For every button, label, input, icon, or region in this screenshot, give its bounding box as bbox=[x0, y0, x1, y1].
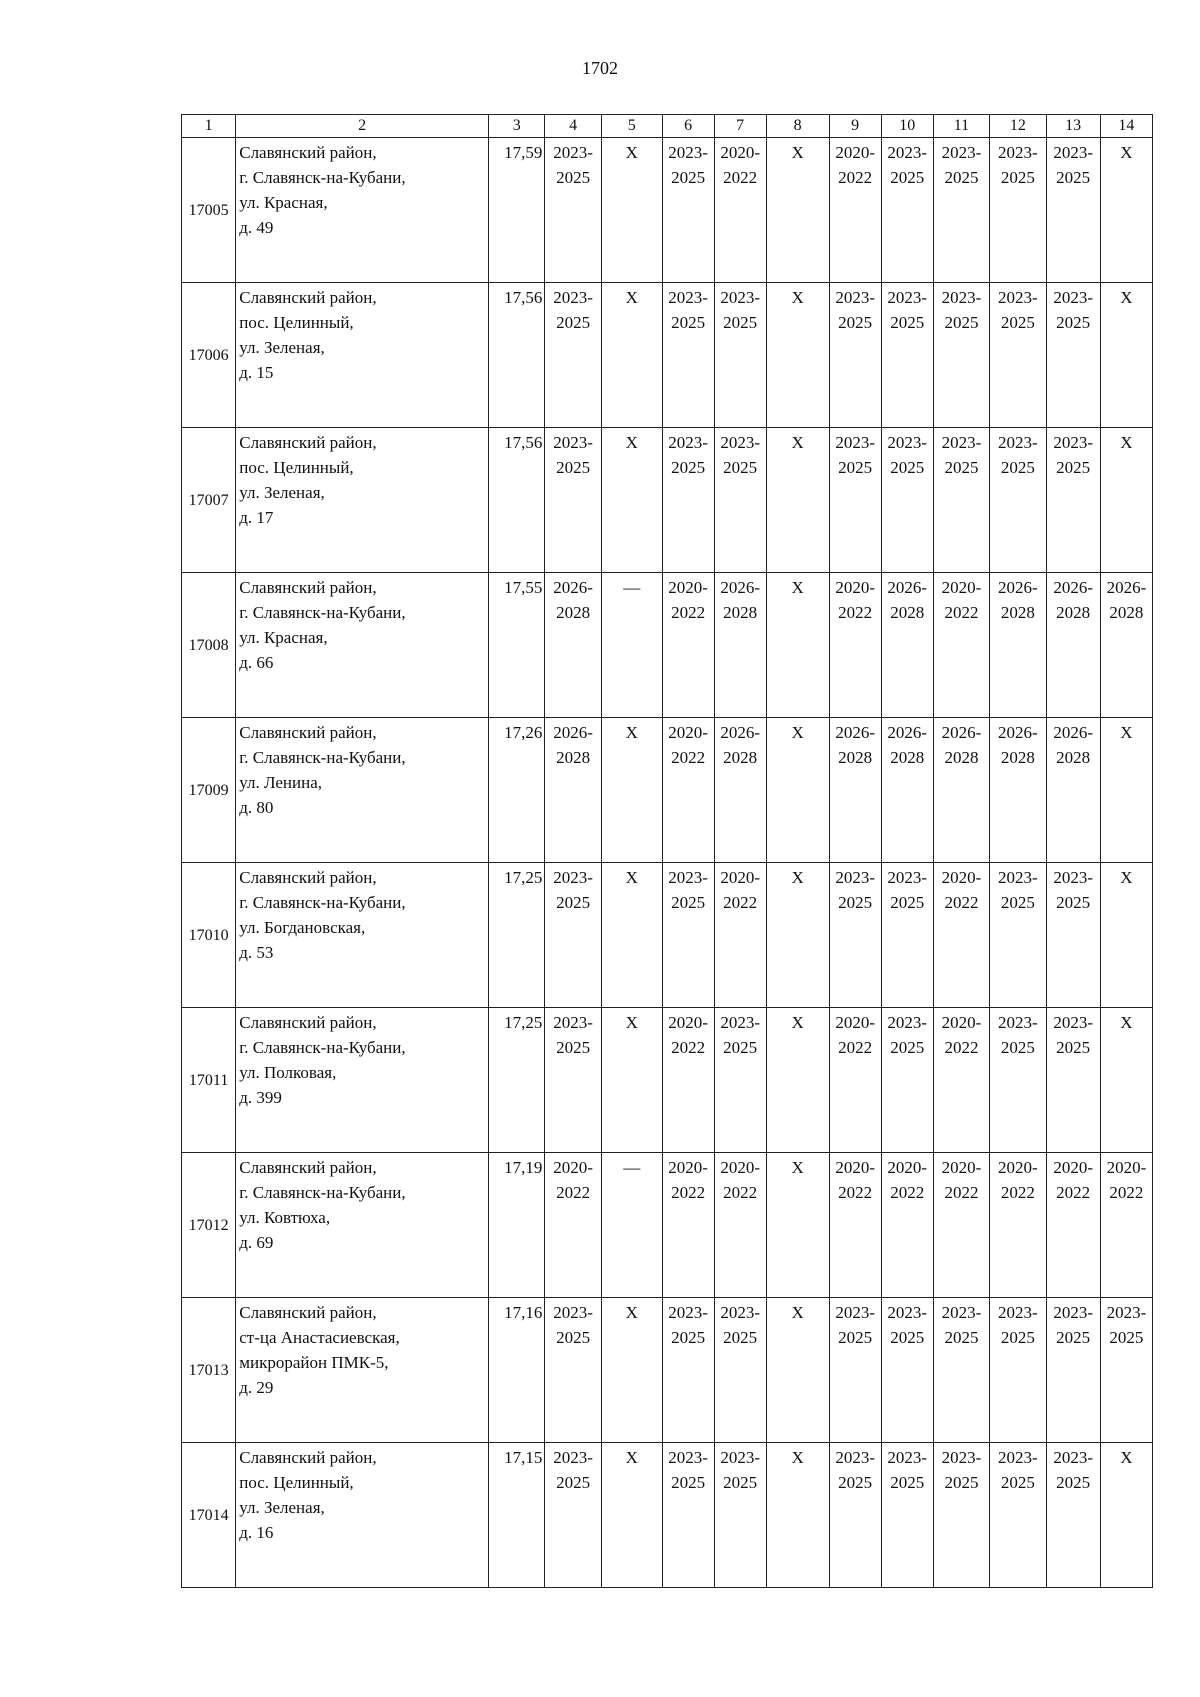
row-cell-col-13: 2023- 2025 bbox=[1046, 1008, 1100, 1153]
row-cell-col-6: 2023- 2025 bbox=[662, 428, 714, 573]
row-cell-col-13: 2026- 2028 bbox=[1046, 573, 1100, 718]
table-row bbox=[182, 1153, 1153, 1298]
row-cell-col-4: 2023- 2025 bbox=[545, 1008, 601, 1153]
row-value: 17,56 bbox=[489, 428, 545, 573]
table-row bbox=[182, 138, 1153, 283]
row-cell-col-11: 2020- 2022 bbox=[933, 863, 989, 1008]
row-cell-col-12: 2023- 2025 bbox=[990, 863, 1046, 1008]
row-cell-col-7: 2023- 2025 bbox=[714, 283, 766, 428]
column-header-11: 11 bbox=[933, 115, 989, 138]
row-cell-col-7: 2026- 2028 bbox=[714, 718, 766, 863]
table-row bbox=[182, 428, 1153, 573]
row-id: 17013 bbox=[182, 1298, 236, 1443]
row-cell-col-14: X bbox=[1100, 138, 1152, 283]
row-cell-col-7: 2023- 2025 bbox=[714, 428, 766, 573]
row-cell-col-10: 2020- 2022 bbox=[881, 1153, 933, 1298]
row-cell-col-6: 2020- 2022 bbox=[662, 1153, 714, 1298]
row-cell-col-11: 2023- 2025 bbox=[933, 428, 989, 573]
row-cell-col-11: 2020- 2022 bbox=[933, 1153, 989, 1298]
row-cell-col-7: 2020- 2022 bbox=[714, 1153, 766, 1298]
row-id: 17007 bbox=[182, 428, 236, 573]
row-value: 17,55 bbox=[489, 573, 545, 718]
row-id: 17006 bbox=[182, 283, 236, 428]
row-cell-col-12: 2023- 2025 bbox=[990, 1298, 1046, 1443]
row-cell-col-13: 2023- 2025 bbox=[1046, 1298, 1100, 1443]
row-value: 17,25 bbox=[489, 1008, 545, 1153]
column-header-row bbox=[182, 115, 1153, 138]
column-header-2: 2 bbox=[236, 115, 489, 138]
row-cell-col-11: 2026- 2028 bbox=[933, 718, 989, 863]
row-cell-col-13: 2023- 2025 bbox=[1046, 863, 1100, 1008]
row-cell-col-8: X bbox=[766, 573, 829, 718]
row-cell-col-10: 2023- 2025 bbox=[881, 283, 933, 428]
row-cell-col-6: 2023- 2025 bbox=[662, 1298, 714, 1443]
row-cell-col-9: 2020- 2022 bbox=[829, 573, 881, 718]
row-cell-col-8: X bbox=[766, 1443, 829, 1588]
row-value: 17,56 bbox=[489, 283, 545, 428]
row-cell-col-8: X bbox=[766, 1153, 829, 1298]
row-cell-col-13: 2026- 2028 bbox=[1046, 718, 1100, 863]
row-address: Славянский район, пос. Целинный, ул. Зеленая, д. 15 bbox=[236, 283, 489, 428]
row-cell-col-8: X bbox=[766, 1298, 829, 1443]
row-value: 17,15 bbox=[489, 1443, 545, 1588]
row-cell-col-5: X bbox=[601, 1443, 662, 1588]
row-cell-col-4: 2023- 2025 bbox=[545, 138, 601, 283]
row-cell-col-8: X bbox=[766, 718, 829, 863]
row-value: 17,26 bbox=[489, 718, 545, 863]
row-address: Славянский район, г. Славянск-на-Кубани, ул. Полковая, д. 399 bbox=[236, 1008, 489, 1153]
row-cell-col-10: 2023- 2025 bbox=[881, 1008, 933, 1153]
row-cell-col-4: 2023- 2025 bbox=[545, 863, 601, 1008]
row-cell-col-10: 2023- 2025 bbox=[881, 1298, 933, 1443]
row-cell-col-14: X bbox=[1100, 863, 1152, 1008]
row-cell-col-10: 2023- 2025 bbox=[881, 1443, 933, 1588]
row-cell-col-5: — bbox=[601, 573, 662, 718]
row-cell-col-5: X bbox=[601, 283, 662, 428]
row-cell-col-12: 2023- 2025 bbox=[990, 1443, 1046, 1588]
row-cell-col-4: 2023- 2025 bbox=[545, 283, 601, 428]
row-address: Славянский район, г. Славянск-на-Кубани, ул. Богдановская, д. 53 bbox=[236, 863, 489, 1008]
row-cell-col-11: 2023- 2025 bbox=[933, 1298, 989, 1443]
row-cell-col-9: 2023- 2025 bbox=[829, 428, 881, 573]
row-cell-col-12: 2023- 2025 bbox=[990, 428, 1046, 573]
table-row bbox=[182, 718, 1153, 863]
row-cell-col-4: 2026- 2028 bbox=[545, 573, 601, 718]
row-cell-col-11: 2020- 2022 bbox=[933, 573, 989, 718]
row-cell-col-6: 2020- 2022 bbox=[662, 573, 714, 718]
row-cell-col-14: X bbox=[1100, 1443, 1152, 1588]
row-cell-col-7: 2023- 2025 bbox=[714, 1298, 766, 1443]
row-cell-col-7: 2023- 2025 bbox=[714, 1008, 766, 1153]
column-header-8: 8 bbox=[766, 115, 829, 138]
row-cell-col-5: — bbox=[601, 1153, 662, 1298]
column-header-10: 10 bbox=[881, 115, 933, 138]
row-address: Славянский район, г. Славянск-на-Кубани, ул. Красная, д. 66 bbox=[236, 573, 489, 718]
column-header-13: 13 bbox=[1046, 115, 1100, 138]
row-cell-col-4: 2023- 2025 bbox=[545, 1298, 601, 1443]
row-cell-col-4: 2020- 2022 bbox=[545, 1153, 601, 1298]
row-id: 17009 bbox=[182, 718, 236, 863]
row-cell-col-9: 2020- 2022 bbox=[829, 1153, 881, 1298]
row-cell-col-11: 2023- 2025 bbox=[933, 283, 989, 428]
row-cell-col-9: 2020- 2022 bbox=[829, 138, 881, 283]
row-cell-col-13: 2020- 2022 bbox=[1046, 1153, 1100, 1298]
row-cell-col-6: 2020- 2022 bbox=[662, 1008, 714, 1153]
row-cell-col-4: 2023- 2025 bbox=[545, 1443, 601, 1588]
row-cell-col-10: 2023- 2025 bbox=[881, 428, 933, 573]
row-address: Славянский район, пос. Целинный, ул. Зеленая, д. 16 bbox=[236, 1443, 489, 1588]
row-cell-col-12: 2026- 2028 bbox=[990, 573, 1046, 718]
row-cell-col-8: X bbox=[766, 863, 829, 1008]
column-header-4: 4 bbox=[545, 115, 601, 138]
row-cell-col-14: 2026- 2028 bbox=[1100, 573, 1152, 718]
row-cell-col-10: 2023- 2025 bbox=[881, 138, 933, 283]
row-cell-col-9: 2023- 2025 bbox=[829, 1443, 881, 1588]
table-row bbox=[182, 863, 1153, 1008]
row-id: 17008 bbox=[182, 573, 236, 718]
column-header-5: 5 bbox=[601, 115, 662, 138]
row-cell-col-10: 2026- 2028 bbox=[881, 573, 933, 718]
row-cell-col-9: 2023- 2025 bbox=[829, 1298, 881, 1443]
row-cell-col-9: 2023- 2025 bbox=[829, 863, 881, 1008]
row-cell-col-14: X bbox=[1100, 1008, 1152, 1153]
row-cell-col-5: X bbox=[601, 1298, 662, 1443]
row-cell-col-6: 2020- 2022 bbox=[662, 718, 714, 863]
row-cell-col-6: 2023- 2025 bbox=[662, 863, 714, 1008]
column-header-12: 12 bbox=[990, 115, 1046, 138]
row-cell-col-12: 2023- 2025 bbox=[990, 1008, 1046, 1153]
row-id: 17012 bbox=[182, 1153, 236, 1298]
table-row bbox=[182, 283, 1153, 428]
column-header-9: 9 bbox=[829, 115, 881, 138]
row-cell-col-4: 2023- 2025 bbox=[545, 428, 601, 573]
row-cell-col-5: X bbox=[601, 863, 662, 1008]
row-cell-col-8: X bbox=[766, 283, 829, 428]
row-cell-col-7: 2020- 2022 bbox=[714, 138, 766, 283]
row-cell-col-14: X bbox=[1100, 718, 1152, 863]
row-cell-col-9: 2026- 2028 bbox=[829, 718, 881, 863]
table-row bbox=[182, 573, 1153, 718]
row-cell-col-8: X bbox=[766, 428, 829, 573]
row-address: Славянский район, г. Славянск-на-Кубани, ул. Ковтюха, д. 69 bbox=[236, 1153, 489, 1298]
table-body bbox=[182, 138, 1153, 1588]
table-row bbox=[182, 1298, 1153, 1443]
column-header-1: 1 bbox=[182, 115, 236, 138]
row-cell-col-12: 2023- 2025 bbox=[990, 138, 1046, 283]
row-value: 17,25 bbox=[489, 863, 545, 1008]
row-cell-col-12: 2023- 2025 bbox=[990, 283, 1046, 428]
row-value: 17,19 bbox=[489, 1153, 545, 1298]
schedule-table bbox=[181, 114, 1153, 1588]
row-cell-col-5: X bbox=[601, 718, 662, 863]
row-cell-col-5: X bbox=[601, 428, 662, 573]
row-value: 17,59 bbox=[489, 138, 545, 283]
row-address: Славянский район, ст-ца Анастасиевская, микрорайон ПМК-5, д. 29 bbox=[236, 1298, 489, 1443]
row-cell-col-13: 2023- 2025 bbox=[1046, 138, 1100, 283]
row-cell-col-13: 2023- 2025 bbox=[1046, 283, 1100, 428]
row-id: 17014 bbox=[182, 1443, 236, 1588]
table-row bbox=[182, 1008, 1153, 1153]
row-cell-col-13: 2023- 2025 bbox=[1046, 428, 1100, 573]
page-number: 1702 bbox=[582, 58, 618, 78]
row-cell-col-13: 2023- 2025 bbox=[1046, 1443, 1100, 1588]
row-cell-col-4: 2026- 2028 bbox=[545, 718, 601, 863]
column-header-7: 7 bbox=[714, 115, 766, 138]
row-cell-col-12: 2020- 2022 bbox=[990, 1153, 1046, 1298]
row-value: 17,16 bbox=[489, 1298, 545, 1443]
row-cell-col-14: X bbox=[1100, 283, 1152, 428]
row-cell-col-8: X bbox=[766, 1008, 829, 1153]
table-row bbox=[182, 1443, 1153, 1588]
row-cell-col-7: 2023- 2025 bbox=[714, 1443, 766, 1588]
column-header-6: 6 bbox=[662, 115, 714, 138]
row-cell-col-14: 2023- 2025 bbox=[1100, 1298, 1152, 1443]
row-cell-col-6: 2023- 2025 bbox=[662, 1443, 714, 1588]
column-header-3: 3 bbox=[489, 115, 545, 138]
row-cell-col-12: 2026- 2028 bbox=[990, 718, 1046, 863]
row-id: 17010 bbox=[182, 863, 236, 1008]
row-cell-col-9: 2020- 2022 bbox=[829, 1008, 881, 1153]
row-id: 17005 bbox=[182, 138, 236, 283]
row-cell-col-9: 2023- 2025 bbox=[829, 283, 881, 428]
column-header-14: 14 bbox=[1100, 115, 1152, 138]
row-cell-col-11: 2023- 2025 bbox=[933, 138, 989, 283]
row-address: Славянский район, г. Славянск-на-Кубани, ул. Красная, д. 49 bbox=[236, 138, 489, 283]
row-address: Славянский район, пос. Целинный, ул. Зеленая, д. 17 bbox=[236, 428, 489, 573]
row-cell-col-11: 2020- 2022 bbox=[933, 1008, 989, 1153]
row-cell-col-10: 2023- 2025 bbox=[881, 863, 933, 1008]
row-cell-col-6: 2023- 2025 bbox=[662, 138, 714, 283]
row-cell-col-14: X bbox=[1100, 428, 1152, 573]
row-cell-col-5: X bbox=[601, 1008, 662, 1153]
row-cell-col-7: 2026- 2028 bbox=[714, 573, 766, 718]
row-cell-col-14: 2020- 2022 bbox=[1100, 1153, 1152, 1298]
row-address: Славянский район, г. Славянск-на-Кубани, ул. Ленина, д. 80 bbox=[236, 718, 489, 863]
row-cell-col-10: 2026- 2028 bbox=[881, 718, 933, 863]
row-cell-col-6: 2023- 2025 bbox=[662, 283, 714, 428]
row-cell-col-11: 2023- 2025 bbox=[933, 1443, 989, 1588]
row-cell-col-7: 2020- 2022 bbox=[714, 863, 766, 1008]
row-cell-col-5: X bbox=[601, 138, 662, 283]
row-id: 17011 bbox=[182, 1008, 236, 1153]
row-cell-col-8: X bbox=[766, 138, 829, 283]
